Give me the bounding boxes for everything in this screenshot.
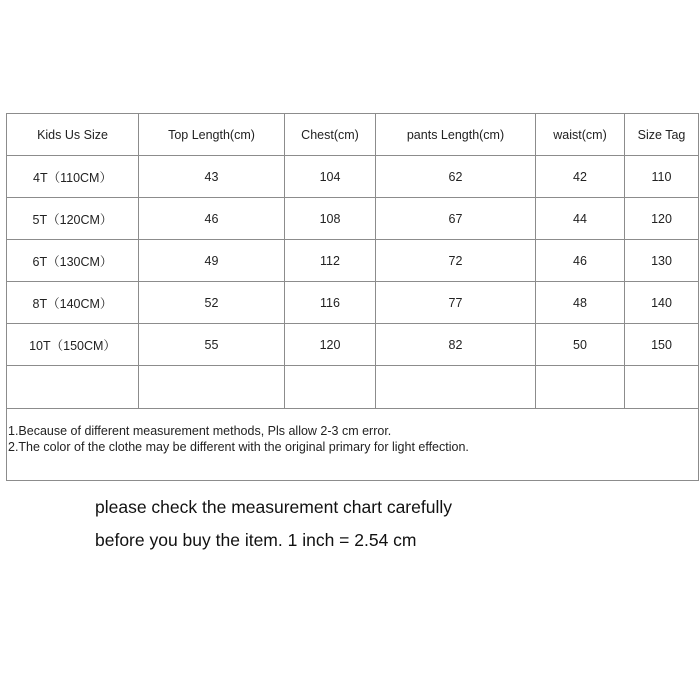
column-header-size-tag: Size Tag — [625, 114, 699, 156]
table-cell: 120 — [285, 324, 376, 366]
table-cell: 48 — [536, 282, 625, 324]
table-cell: 46 — [139, 198, 285, 240]
column-header-kids-us-size: Kids Us Size — [7, 114, 139, 156]
table-header-row — [7, 114, 699, 156]
table-row — [7, 198, 699, 240]
table-cell: 110 — [625, 156, 699, 198]
column-header-top-length: Top Length(cm) — [139, 114, 285, 156]
empty-cell — [139, 366, 285, 409]
table-cell: 116 — [285, 282, 376, 324]
note-color-difference: 2.The color of the clothe may be different with the original primary for light effection. — [8, 440, 469, 454]
empty-cell — [625, 366, 699, 409]
table-cell: 108 — [285, 198, 376, 240]
table-cell: 52 — [139, 282, 285, 324]
empty-cell — [376, 366, 536, 409]
table-row — [7, 282, 699, 324]
table-cell: 4T（110CM） — [7, 156, 139, 198]
table-cell: 46 — [536, 240, 625, 282]
table-cell: 42 — [536, 156, 625, 198]
caption-check-chart: please check the measurement chart carefully — [95, 497, 452, 517]
notes-cell — [7, 409, 699, 481]
table-cell: 67 — [376, 198, 536, 240]
table-cell: 62 — [376, 156, 536, 198]
column-header-pants-length: pants Length(cm) — [376, 114, 536, 156]
empty-cell — [7, 366, 139, 409]
table-cell: 77 — [376, 282, 536, 324]
table-cell: 50 — [536, 324, 625, 366]
empty-cell — [285, 366, 376, 409]
table-cell: 72 — [376, 240, 536, 282]
table-cell: 150 — [625, 324, 699, 366]
empty-cell — [536, 366, 625, 409]
table-cell: 44 — [536, 198, 625, 240]
table-cell: 82 — [376, 324, 536, 366]
table-cell: 43 — [139, 156, 285, 198]
note-measurement-error: 1.Because of different measurement methods, Pls allow 2-3 cm error. — [8, 424, 392, 438]
column-header-chest: Chest(cm) — [285, 114, 376, 156]
table-cell: 5T（120CM） — [7, 198, 139, 240]
table-cell: 112 — [285, 240, 376, 282]
table-cell: 6T（130CM） — [7, 240, 139, 282]
notes-row — [7, 409, 699, 481]
column-header-waist: waist(cm) — [536, 114, 625, 156]
table-cell: 120 — [625, 198, 699, 240]
table-row — [7, 324, 699, 366]
table-cell: 140 — [625, 282, 699, 324]
size-chart-table — [6, 113, 699, 481]
table-cell: 10T（150CM） — [7, 324, 139, 366]
table-cell: 55 — [139, 324, 285, 366]
table-cell: 104 — [285, 156, 376, 198]
table-cell: 8T（140CM） — [7, 282, 139, 324]
table-row — [7, 240, 699, 282]
table-cell: 49 — [139, 240, 285, 282]
table-cell: 130 — [625, 240, 699, 282]
caption-inch-conversion: before you buy the item. 1 inch = 2.54 cm — [95, 530, 417, 550]
empty-table-row — [7, 366, 699, 409]
table-row — [7, 156, 699, 198]
